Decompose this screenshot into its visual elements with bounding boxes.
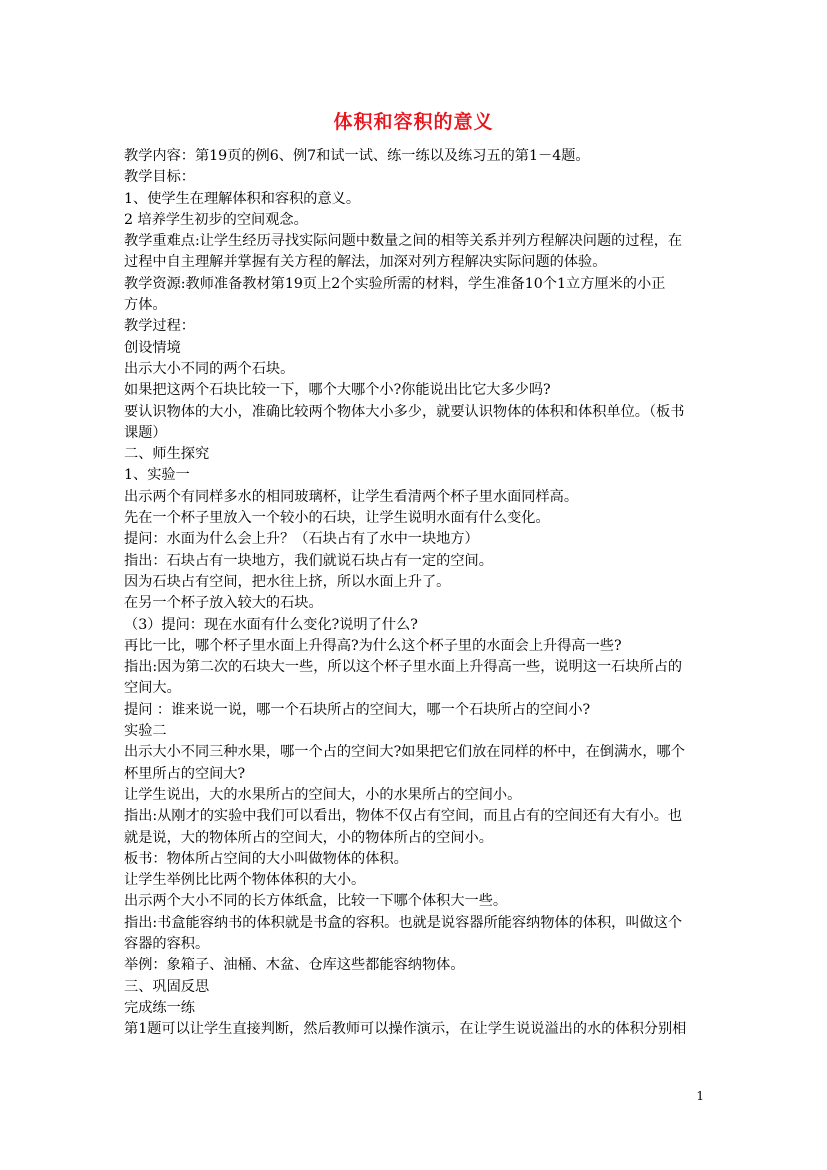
body-line: 空间大。 [124, 680, 181, 697]
body-line: 板书：物体所占空间的大小叫做物体的体积。 [124, 850, 408, 867]
body-line: 举例：象箱子、油桶、木盆、仓库这些都能容纳物体。 [124, 957, 465, 974]
body-line: 再比一比，哪个杯子里水面上升得高?为什么这个杯子里的水面会上升得高一些? [124, 637, 622, 654]
body-line: 就是说，大的物体所占的空间大，小的物体所占的空间小。 [124, 829, 493, 846]
body-line: 出示两个有同样多水的相同玻璃杯，让学生看清两个杯子里水面同样高。 [124, 488, 579, 505]
body-line: 教学重难点:让学生经历寻找实际问题中数量之间的相等关系并列方程解决问题的过程，在 [124, 233, 683, 250]
body-line: 出示大小不同的两个石块。 [124, 360, 295, 377]
body-line: 如果把这两个石块比较一下，哪个大哪个小?你能说出比它大多少吗? [124, 382, 551, 399]
body-line: 先在一个杯子里放入一个较小的石块，让学生说明水面有什么变化。 [124, 510, 550, 527]
body-line: 教学过程： [124, 318, 195, 335]
body-line: 因为石块占有空间，把水往上挤，所以水面上升了。 [124, 573, 451, 590]
body-line: 指出:因为第二次的石块大一些，所以这个杯子里水面上升得高一些，说明这一石块所占的 [124, 659, 683, 676]
document-title: 体积和容积的意义 [333, 111, 494, 133]
body-line: 杯里所占的空间大? [124, 765, 246, 782]
body-line: 课题） [124, 424, 167, 441]
body-line: 完成练一练 [124, 999, 195, 1016]
body-line: 方体。 [124, 297, 167, 314]
body-line: 1、使学生在理解体积和容积的意义。 [124, 190, 361, 207]
body-line: 提问：水面为什么会上升？（石块占有了水中一块地方） [124, 531, 479, 548]
body-line: 1、实验一 [124, 467, 190, 484]
body-line: 创设情境 [124, 339, 181, 356]
body-line: 在另一个杯子放入较大的石块。 [124, 595, 323, 612]
body-line: 指出：石块占有一块地方，我们就说石块占有一定的空间。 [124, 552, 493, 569]
body-line: 三、巩固反思 [124, 978, 210, 995]
body-line: 提问 ：谁来说一说，哪一个石块所占的空间大，哪一个石块所占的空间小? [124, 701, 591, 718]
page-number: 1 [696, 1089, 704, 1103]
body-line: 2 培养学生初步的空间观念。 [124, 211, 308, 228]
body-line: 教学内容：第19页的例6、例7和试一试、练一练以及练习五的第1－4题。 [124, 148, 590, 164]
body-line: 教学目标： [124, 169, 195, 186]
body-line: （3）提问：现在水面有什么变化?说明了什么? [124, 616, 418, 633]
body-line: 指出:书盒能容纳书的体积就是书盒的容积。也就是说容器所能容纳物体的体积，叫做这个 [124, 914, 683, 931]
body-line: 容器的容积。 [124, 935, 210, 952]
body-line: 第1题可以让学生直接判断，然后教师可以操作演示，在让学生说说溢出的水的体积分别相 [124, 1021, 687, 1038]
body-line: 出示大小不同三种水果，哪一个占的空间大?如果把它们放在同样的杯中，在倒满水，哪个 [124, 744, 685, 761]
body-line: 教学资源:教师准备教材第19页上2个实验所需的材料，学生准备10个1立方厘米的小正 [124, 275, 666, 292]
body-line: 二、师生探究 [124, 446, 210, 463]
body-line: 让学生说出，大的水果所占的空间大，小的水果所占的空间小。 [124, 786, 522, 803]
body-line: 过程中自主理解并掌握有关方程的解法，加深对列方程解决实际问题的体验。 [124, 254, 607, 271]
body-line: 出示两个大小不同的长方体纸盒，比较一下哪个体积大一些。 [124, 893, 508, 910]
body-line: 要认识物体的大小，准确比较两个物体大小多少，就要认识物体的体积和体积单位。（板书 [124, 403, 685, 420]
body-line: 指出:从刚才的实验中我们可以看出，物体不仅占有空间，而且占有的空间还有大有小。也 [124, 808, 683, 825]
body-line: 让学生举例比比两个物体体积的大小。 [124, 872, 366, 889]
document-body [124, 146, 704, 1040]
body-line: 实验二 [124, 723, 167, 740]
